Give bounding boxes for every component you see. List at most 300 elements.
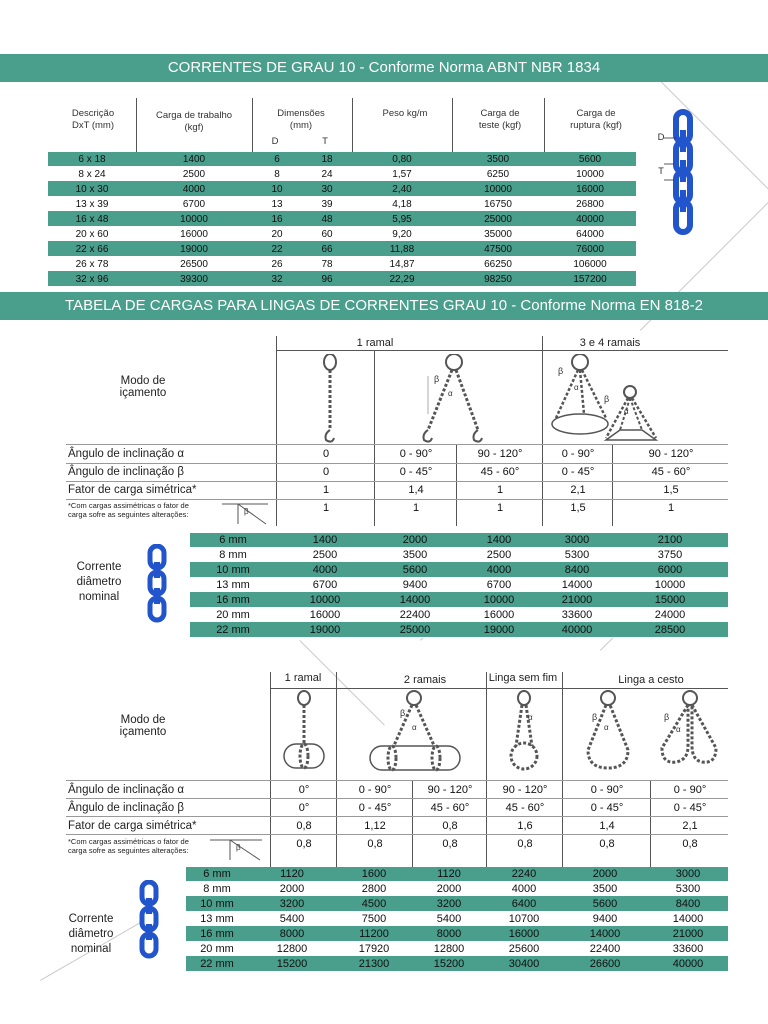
header-carga-teste: Carga de teste (kgf) bbox=[478, 108, 522, 131]
table-cell: 22,29 bbox=[352, 272, 452, 287]
table-cell: 16 x 48 bbox=[48, 212, 136, 227]
param-value: 0,8 bbox=[367, 838, 383, 850]
table-cell: 8 bbox=[252, 167, 302, 182]
table-cell: 9400 bbox=[374, 578, 456, 593]
table-cell: 26500 bbox=[136, 257, 252, 272]
header-dimensoes: Dimensões (mm) bbox=[277, 108, 325, 131]
table-cell: 32 x 96 bbox=[48, 272, 136, 287]
two-leg-sling-icon bbox=[414, 354, 494, 451]
table-cell: 16 bbox=[252, 212, 302, 227]
svg-text:β: β bbox=[664, 712, 670, 722]
table-cell: 4000 bbox=[136, 182, 252, 197]
table-cell: 21000 bbox=[542, 593, 612, 608]
param-value: 45 - 60° bbox=[430, 802, 470, 814]
table-cell: 11200 bbox=[336, 927, 412, 942]
table-cell: 2800 bbox=[336, 882, 412, 897]
angulo-beta-label: Ângulo de inclinação β bbox=[68, 466, 184, 478]
table-cell: 3200 bbox=[412, 897, 486, 912]
table-cell: 1,57 bbox=[352, 167, 452, 182]
table-cell: 6 bbox=[252, 152, 302, 167]
table-cell: 16750 bbox=[452, 197, 544, 212]
table-cell: 10000 bbox=[612, 578, 728, 593]
table-row bbox=[48, 227, 636, 242]
table-cell: 76000 bbox=[544, 242, 636, 257]
table-cell: 15000 bbox=[612, 593, 728, 608]
table-row bbox=[48, 152, 636, 167]
table-cell: 5300 bbox=[648, 882, 728, 897]
table-row bbox=[186, 957, 728, 972]
param-value: 45 - 60° bbox=[505, 802, 545, 814]
table-cell: 1400 bbox=[276, 533, 374, 548]
param-value: 45 - 60° bbox=[651, 466, 691, 478]
corrente-label: Corrente diâmetro nominal bbox=[68, 913, 114, 955]
angulo-beta-label: Ângulo de inclinação β bbox=[68, 802, 184, 814]
table-cell: 8000 bbox=[412, 927, 486, 942]
table-cell: 2000 bbox=[562, 867, 648, 882]
asymmetric-angle-icon bbox=[218, 500, 272, 533]
table1 bbox=[48, 152, 636, 287]
table-cell: 60 bbox=[302, 227, 352, 242]
header-carga-trabalho: Carga de trabalho (kgf) bbox=[155, 110, 233, 133]
svg-text:β: β bbox=[604, 394, 610, 404]
table-cell: 32 bbox=[252, 272, 302, 287]
table-cell: 10700 bbox=[486, 912, 562, 927]
diagram-t-label: T bbox=[658, 166, 664, 177]
table-cell: 33600 bbox=[542, 608, 612, 623]
four-leg-sling-icon bbox=[600, 384, 664, 453]
table-cell: 15200 bbox=[248, 957, 336, 972]
param-value: 1 bbox=[496, 502, 504, 514]
basket-sling-icon bbox=[578, 690, 638, 779]
svg-text:α: α bbox=[676, 725, 681, 734]
table-cell: 16000 bbox=[486, 927, 562, 942]
param-value: 0 - 45° bbox=[358, 802, 392, 814]
table-cell: 5600 bbox=[544, 152, 636, 167]
svg-text:β: β bbox=[244, 507, 249, 516]
separator bbox=[66, 798, 728, 799]
table-cell: 12800 bbox=[412, 942, 486, 957]
table-cell: 78 bbox=[302, 257, 352, 272]
group-2-ramais: 2 ramais bbox=[403, 674, 447, 686]
table-cell: 13 mm bbox=[186, 912, 248, 927]
table-cell: 16000 bbox=[456, 608, 542, 623]
param-value: 0 - 90° bbox=[673, 784, 707, 796]
separator bbox=[336, 672, 337, 868]
table-cell: 30 bbox=[302, 182, 352, 197]
param-value: 90 - 120° bbox=[427, 784, 473, 796]
table-cell: 1120 bbox=[248, 867, 336, 882]
param-value: 1,12 bbox=[364, 820, 386, 832]
table-row bbox=[190, 608, 728, 623]
separator bbox=[270, 672, 271, 868]
table-cell: 98250 bbox=[452, 272, 544, 287]
table-cell: 47500 bbox=[452, 242, 544, 257]
table-row bbox=[48, 272, 636, 287]
nota-assimetrica: *Com cargas assimétricas o fator de carga sofre as seguintes alterações: bbox=[68, 501, 189, 519]
table-cell: 9,20 bbox=[352, 227, 452, 242]
one-leg-choke-icon bbox=[282, 690, 330, 779]
table-cell: 6700 bbox=[136, 197, 252, 212]
one-leg-sling-icon bbox=[310, 354, 350, 451]
table-cell: 40000 bbox=[648, 957, 728, 972]
table-cell: 3500 bbox=[452, 152, 544, 167]
table-cell: 26 bbox=[252, 257, 302, 272]
table-cell: 16000 bbox=[276, 608, 374, 623]
table-cell: 2500 bbox=[136, 167, 252, 182]
param-value: 0 bbox=[322, 448, 330, 460]
table-cell: 8400 bbox=[542, 563, 612, 578]
fator-carga-label: Fator de carga simétrica* bbox=[68, 484, 197, 496]
table-row bbox=[48, 257, 636, 272]
param-value: 0,8 bbox=[442, 820, 458, 832]
separator bbox=[66, 444, 728, 445]
separator bbox=[562, 672, 563, 868]
table-cell: 2240 bbox=[486, 867, 562, 882]
table-cell: 48 bbox=[302, 212, 352, 227]
table-cell: 15200 bbox=[412, 957, 486, 972]
separator bbox=[542, 336, 543, 526]
separator bbox=[456, 444, 457, 526]
modo-icamento-label: Modo de içamento bbox=[119, 714, 167, 738]
svg-text:β: β bbox=[236, 843, 241, 852]
table-cell: 5600 bbox=[374, 563, 456, 578]
separator bbox=[270, 688, 728, 689]
table-cell: 4500 bbox=[336, 897, 412, 912]
table-cell: 7500 bbox=[336, 912, 412, 927]
table-cell: 6400 bbox=[486, 897, 562, 912]
table-row bbox=[186, 867, 728, 882]
table-cell: 33600 bbox=[648, 942, 728, 957]
table-cell: 10 mm bbox=[186, 897, 248, 912]
separator bbox=[452, 98, 453, 152]
table-cell: 14000 bbox=[648, 912, 728, 927]
table-cell: 2500 bbox=[276, 548, 374, 563]
param-value: 0 - 45° bbox=[673, 802, 707, 814]
table-cell: 24000 bbox=[612, 608, 728, 623]
table-row bbox=[48, 197, 636, 212]
header-t: T bbox=[322, 136, 328, 147]
table-row bbox=[48, 167, 636, 182]
svg-text:α: α bbox=[574, 383, 579, 392]
table-cell: 16 mm bbox=[190, 593, 276, 608]
table-cell: 20 mm bbox=[186, 942, 248, 957]
param-value: 45 - 60° bbox=[480, 466, 520, 478]
table-cell: 8400 bbox=[648, 897, 728, 912]
table-cell: 25600 bbox=[486, 942, 562, 957]
table-cell: 4000 bbox=[456, 563, 542, 578]
separator bbox=[66, 780, 728, 781]
table-cell: 16000 bbox=[136, 227, 252, 242]
table-cell: 14000 bbox=[374, 593, 456, 608]
param-value: 1 bbox=[496, 484, 504, 496]
table-cell: 6700 bbox=[276, 578, 374, 593]
separator bbox=[66, 463, 728, 464]
table-cell: 5600 bbox=[562, 897, 648, 912]
group-3-4-ramais: 3 e 4 ramais bbox=[579, 337, 641, 349]
table-cell: 1400 bbox=[456, 533, 542, 548]
svg-text:β: β bbox=[558, 366, 564, 376]
table-cell: 14000 bbox=[562, 927, 648, 942]
separator bbox=[66, 499, 728, 500]
table-cell: 0,80 bbox=[352, 152, 452, 167]
table-cell: 21000 bbox=[648, 927, 728, 942]
table-cell: 96 bbox=[302, 272, 352, 287]
header-peso: Peso kg/m bbox=[382, 108, 428, 119]
angulo-alfa-label: Ângulo de inclinação α bbox=[68, 448, 184, 460]
table-cell: 10 bbox=[252, 182, 302, 197]
table3-data bbox=[186, 867, 728, 972]
table-cell: 20 bbox=[252, 227, 302, 242]
table-cell: 66250 bbox=[452, 257, 544, 272]
param-value: 90 - 120° bbox=[648, 448, 694, 460]
param-value: 0 - 90° bbox=[399, 448, 433, 460]
param-value: 0 - 90° bbox=[561, 448, 595, 460]
table-cell: 39 bbox=[302, 197, 352, 212]
diagram-d-label: D bbox=[657, 132, 665, 143]
chain-icon bbox=[138, 880, 160, 967]
table-cell: 22 x 66 bbox=[48, 242, 136, 257]
param-value: 0 - 45° bbox=[590, 802, 624, 814]
modo-icamento-label: Modo de içamento bbox=[119, 375, 167, 399]
table-cell: 19000 bbox=[456, 623, 542, 638]
table-cell: 5300 bbox=[542, 548, 612, 563]
separator bbox=[276, 336, 277, 526]
table-cell: 39300 bbox=[136, 272, 252, 287]
table-cell: 13 x 39 bbox=[48, 197, 136, 212]
separator bbox=[66, 834, 728, 835]
table-cell: 25000 bbox=[452, 212, 544, 227]
separator bbox=[352, 98, 353, 152]
table-cell: 6000 bbox=[612, 563, 728, 578]
separator bbox=[412, 780, 413, 868]
table-cell: 17920 bbox=[336, 942, 412, 957]
table-cell: 8 mm bbox=[190, 548, 276, 563]
table-cell: 5400 bbox=[248, 912, 336, 927]
table-cell: 10000 bbox=[452, 182, 544, 197]
table-cell: 6 mm bbox=[186, 867, 248, 882]
table-cell: 10000 bbox=[544, 167, 636, 182]
table-cell: 8 mm bbox=[186, 882, 248, 897]
param-value: 0 - 90° bbox=[590, 784, 624, 796]
separator bbox=[486, 672, 487, 868]
table-cell: 3000 bbox=[542, 533, 612, 548]
table-cell: 1120 bbox=[412, 867, 486, 882]
table-row bbox=[48, 212, 636, 227]
table2-data bbox=[190, 533, 728, 638]
header-carga-ruptura: Carga de ruptura (kgf) bbox=[570, 108, 622, 131]
table-row bbox=[48, 182, 636, 197]
table-cell: 22400 bbox=[562, 942, 648, 957]
param-value: 1,5 bbox=[570, 502, 586, 514]
table-cell: 66 bbox=[302, 242, 352, 257]
table-cell: 22 bbox=[252, 242, 302, 257]
separator bbox=[650, 780, 651, 868]
table-cell: 4000 bbox=[486, 882, 562, 897]
table-cell: 6700 bbox=[456, 578, 542, 593]
param-value: 0,8 bbox=[517, 838, 533, 850]
endless-sling-icon bbox=[500, 690, 550, 779]
param-value: 1 bbox=[322, 502, 330, 514]
double-basket-sling-icon bbox=[654, 690, 724, 779]
table-cell: 16 mm bbox=[186, 927, 248, 942]
table-row bbox=[190, 623, 728, 638]
group-linga-sem-fim: Linga sem fim bbox=[488, 672, 558, 684]
table-cell: 3200 bbox=[248, 897, 336, 912]
angulo-alfa-label: Ângulo de inclinação α bbox=[68, 784, 184, 796]
table-cell: 6250 bbox=[452, 167, 544, 182]
table-cell: 3000 bbox=[648, 867, 728, 882]
group-linga-cesto: Linga a cesto bbox=[618, 674, 684, 686]
table-cell: 16000 bbox=[544, 182, 636, 197]
table-cell: 3500 bbox=[562, 882, 648, 897]
svg-text:β: β bbox=[434, 374, 440, 384]
param-value: 90 - 120° bbox=[502, 784, 548, 796]
table-cell: 26600 bbox=[562, 957, 648, 972]
param-value: 1,4 bbox=[599, 820, 615, 832]
table-cell: 26800 bbox=[544, 197, 636, 212]
table-cell: 2,40 bbox=[352, 182, 452, 197]
chain-icon bbox=[146, 544, 168, 631]
table-cell: 6 x 18 bbox=[48, 152, 136, 167]
separator bbox=[66, 816, 728, 817]
asymmetric-angle-icon bbox=[206, 836, 266, 869]
table-cell: 10000 bbox=[136, 212, 252, 227]
param-value: 1 bbox=[412, 502, 420, 514]
separator bbox=[612, 444, 613, 526]
svg-text:β: β bbox=[400, 708, 406, 718]
table-cell: 13 mm bbox=[190, 578, 276, 593]
table-cell: 35000 bbox=[452, 227, 544, 242]
table-cell: 2100 bbox=[612, 533, 728, 548]
table-row bbox=[190, 593, 728, 608]
table-cell: 5400 bbox=[412, 912, 486, 927]
table2-title: TABELA DE CARGAS PARA LINGAS DE CORRENTES GRAU 10 - Conforme Norma EN 818-2 bbox=[0, 292, 768, 320]
table-cell: 5,95 bbox=[352, 212, 452, 227]
param-value: 0 - 90° bbox=[358, 784, 392, 796]
table-row bbox=[186, 927, 728, 942]
table-cell: 8000 bbox=[248, 927, 336, 942]
fator-carga-label: Fator de carga simétrica* bbox=[68, 820, 197, 832]
param-value: 0 - 45° bbox=[561, 466, 595, 478]
table-cell: 22 mm bbox=[186, 957, 248, 972]
table-row bbox=[186, 897, 728, 912]
table-cell: 14,87 bbox=[352, 257, 452, 272]
table-row bbox=[186, 912, 728, 927]
table-cell: 28500 bbox=[612, 623, 728, 638]
table-cell: 10000 bbox=[456, 593, 542, 608]
param-value: 0° bbox=[298, 802, 310, 814]
table-row bbox=[190, 548, 728, 563]
table-cell: 6 mm bbox=[190, 533, 276, 548]
corrente-label: Corrente diâmetro nominal bbox=[76, 561, 122, 603]
table-cell: 4,18 bbox=[352, 197, 452, 212]
param-value: 1,5 bbox=[663, 484, 679, 496]
two-leg-choke-icon bbox=[366, 690, 464, 779]
param-value: 0,8 bbox=[599, 838, 615, 850]
table-cell: 2000 bbox=[248, 882, 336, 897]
table-row bbox=[190, 563, 728, 578]
table-row bbox=[48, 242, 636, 257]
svg-text:α: α bbox=[412, 723, 417, 732]
table-cell: 10000 bbox=[276, 593, 374, 608]
table1-title: CORRENTES DE GRAU 10 - Conforme Norma ABNT NBR 1834 bbox=[0, 54, 768, 82]
svg-text:β: β bbox=[592, 712, 598, 722]
param-value: 0,8 bbox=[442, 838, 458, 850]
table-cell: 25000 bbox=[374, 623, 456, 638]
table-cell: 20 mm bbox=[190, 608, 276, 623]
svg-text:α: α bbox=[604, 723, 609, 732]
param-value: 2,1 bbox=[682, 820, 698, 832]
table-row bbox=[186, 882, 728, 897]
header-descricao: Descrição DxT (mm) bbox=[71, 108, 115, 131]
table-cell: 20 x 60 bbox=[48, 227, 136, 242]
separator bbox=[252, 98, 253, 152]
table-cell: 1600 bbox=[336, 867, 412, 882]
table-cell: 30400 bbox=[486, 957, 562, 972]
table-cell: 11,88 bbox=[352, 242, 452, 257]
table-cell: 2000 bbox=[412, 882, 486, 897]
table-cell: 26 x 78 bbox=[48, 257, 136, 272]
table-cell: 18 bbox=[302, 152, 352, 167]
table-cell: 40000 bbox=[542, 623, 612, 638]
param-value: 1 bbox=[667, 502, 675, 514]
table-cell: 22 mm bbox=[190, 623, 276, 638]
table-cell: 3500 bbox=[374, 548, 456, 563]
table-row bbox=[186, 942, 728, 957]
group-1-ramal: 1 ramal bbox=[356, 337, 394, 349]
table-cell: 8 x 24 bbox=[48, 167, 136, 182]
svg-text:α: α bbox=[448, 389, 453, 398]
table-cell: 19000 bbox=[136, 242, 252, 257]
param-value: 0,8 bbox=[682, 838, 698, 850]
table-cell: 13 bbox=[252, 197, 302, 212]
table-cell: 24 bbox=[302, 167, 352, 182]
table-cell: 2500 bbox=[456, 548, 542, 563]
table-cell: 19000 bbox=[276, 623, 374, 638]
param-value: 0° bbox=[298, 784, 310, 796]
svg-text:α: α bbox=[528, 713, 533, 722]
table-cell: 1400 bbox=[136, 152, 252, 167]
param-value: 1,4 bbox=[408, 484, 424, 496]
group-1-ramal: 1 ramal bbox=[284, 672, 322, 684]
param-value: 2,1 bbox=[570, 484, 586, 496]
param-value: 0 - 45° bbox=[399, 466, 433, 478]
param-value: 0,8 bbox=[296, 820, 312, 832]
param-value: 90 - 120° bbox=[477, 448, 523, 460]
separator bbox=[136, 98, 137, 152]
table-cell: 4000 bbox=[276, 563, 374, 578]
table-cell: 2000 bbox=[374, 533, 456, 548]
header-d: D bbox=[271, 136, 279, 147]
table-cell: 10 x 30 bbox=[48, 182, 136, 197]
table-cell: 106000 bbox=[544, 257, 636, 272]
table-cell: 157200 bbox=[544, 272, 636, 287]
svg-text:α: α bbox=[624, 407, 629, 416]
param-value: 0,8 bbox=[296, 838, 312, 850]
separator bbox=[544, 98, 545, 152]
separator bbox=[276, 350, 728, 351]
table-cell: 22400 bbox=[374, 608, 456, 623]
table-cell: 64000 bbox=[544, 227, 636, 242]
table-cell: 40000 bbox=[544, 212, 636, 227]
param-value: 0 bbox=[322, 466, 330, 478]
param-value: 1 bbox=[322, 484, 330, 496]
table-cell: 9400 bbox=[562, 912, 648, 927]
nota-assimetrica: *Com cargas assimétricas o fator de carga sofre as seguintes alterações: bbox=[68, 837, 189, 855]
table-row bbox=[190, 533, 728, 548]
table-cell: 10 mm bbox=[190, 563, 276, 578]
table-cell: 3750 bbox=[612, 548, 728, 563]
